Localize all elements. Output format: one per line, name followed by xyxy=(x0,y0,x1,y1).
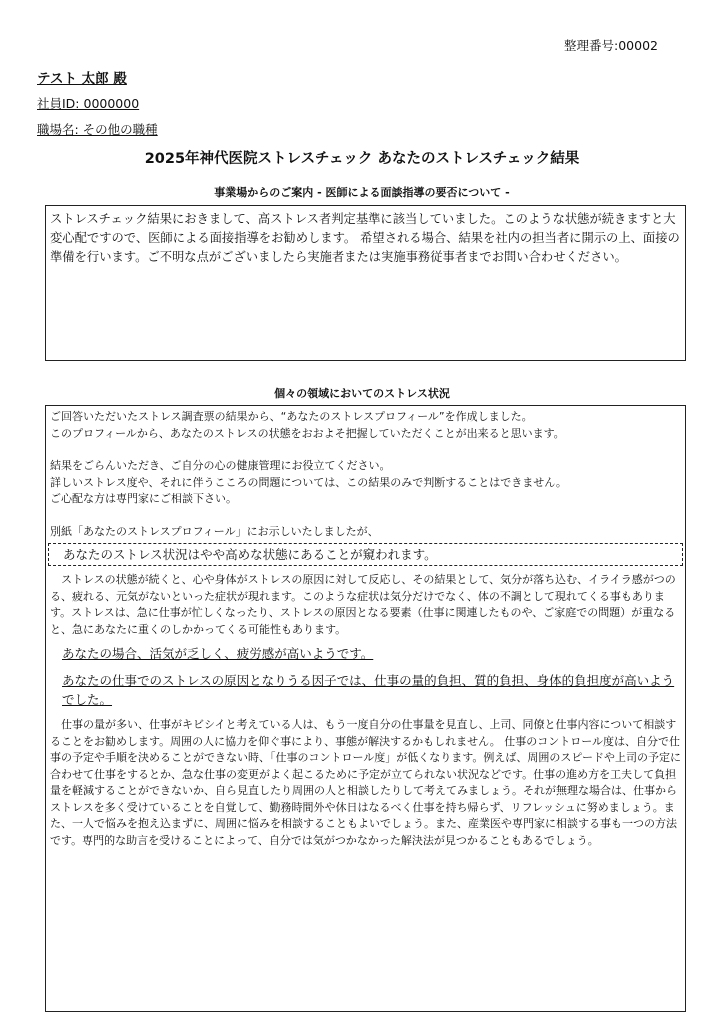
explanation-paragraph: ストレスの状態が続くと、心や身体がストレスの原因に対して反応し、その結果として、気分が落ち込む、イライラ感がつのる、疲れる、元気がないといった症状が現れます。このような症状は気分だけでなく、体の不調として現れてくる事もあります。ストレスは、急に仕事が忙しくなったり、ストレスの原因となる要素（仕事に関連したものや、ご家庭での問題）が重なると、急にあなたに重くのしかかってくる可能性もあります。 xyxy=(50,573,676,636)
intro-line: このプロフィールから、あなたのストレスの状態をおおよそ把握していただくことが出来ると思います。 xyxy=(50,426,565,440)
intro-line: 別紙「あなたのストレスプロフィール」にお示しいたしましたが、 xyxy=(50,524,379,538)
notice-heading: 事業場からのご案内 - 医師による面談指導の要否について - xyxy=(214,186,510,199)
recipient-name: テスト 太郎 殿 xyxy=(37,71,127,87)
page-title: 2025年神代医院ストレスチェック あなたのストレスチェック結果 xyxy=(144,151,580,167)
status-heading: 個々の領域においてのストレス状況 xyxy=(274,387,450,400)
your-case-statement: あなたの場合、活気が乏しく、疲労感が高いようです。 xyxy=(62,646,374,661)
status-box xyxy=(45,405,686,1012)
advice-paragraph: 仕事の量が多い、仕事がキビシイと考えている人は、もう一度自分の仕事量を見直し、上司、同僚と仕事内容について相談することをお勧めします。周囲の人に協力を仰ぐ事により、事態が解決するかもしれません。 仕事のコントロール度は、自分で仕事の予定や手順を決めることができない時、「仕事のコントロール度」が低くなります。例えば、周囲のスピードや上司の予定に合わせて仕事をするとか、急な仕事の変更がよく起こるために予定が立てられない状況などです。仕事の進め方を工夫して負担量を軽減することができないか、自ら見直したり周囲の人と相談したりして考えてみましょう。それが無理な場合は、仕事からストレスを多く受けていることを自覚して、勤務時間外や休日はなるべく仕事を持ち帰らず、リフレッシュに努めましょう。また、一人で悩みを抱え込まずに、周囲に悩みを相談することもよいでしょう。また、産業医や専門家に相談する事も一つの方法です。専門的な助言を受けることによって、自分では気がつかなかった解決法が見つかることもあるでしょう。 xyxy=(50,718,681,847)
notice-box xyxy=(45,205,686,361)
notice-body: ストレスチェック結果におきまして、高ストレス者判定基準に該当していました。このような状態が続きますと大変心配ですので、医師による面接指導をお勧めします。 希望される場合、結果を社内の担当者に開示の上、面接の準備を行います。ご不明な点がございましたら実施者または実施事務従事者までお問い合わせください。 xyxy=(50,212,680,264)
intro-line: 詳しいストレス度や、それに伴うこころの問題については、この結果のみで判断することはできません。 xyxy=(50,475,567,489)
serial-number: 整理番号:00002 xyxy=(564,38,658,53)
intro-line: 結果をごらんいただき、ご自分の心の健康管理にお役立てください。 xyxy=(50,459,391,472)
stress-level-highlight: あなたのストレス状況はやや高めな状態にあることが窺われます。 xyxy=(48,543,683,566)
intro-line: ご回答いただいたストレス調査票の結果から、“あなたのストレスプロフィール”を作成しました。 xyxy=(50,410,533,423)
work-factors-text: あなたの仕事でのストレスの原因となりうる因子では、仕事の量的負担、質的負担、身体的負担度が高いようでした。 xyxy=(62,673,675,707)
intro-line: ご心配な方は専門家にご相談下さい。 xyxy=(50,492,237,505)
work-factors-statement xyxy=(50,671,681,709)
employee-id: 社員ID: 0000000 xyxy=(37,96,140,111)
workplace-name: 職場名: その他の職種 xyxy=(37,122,158,137)
